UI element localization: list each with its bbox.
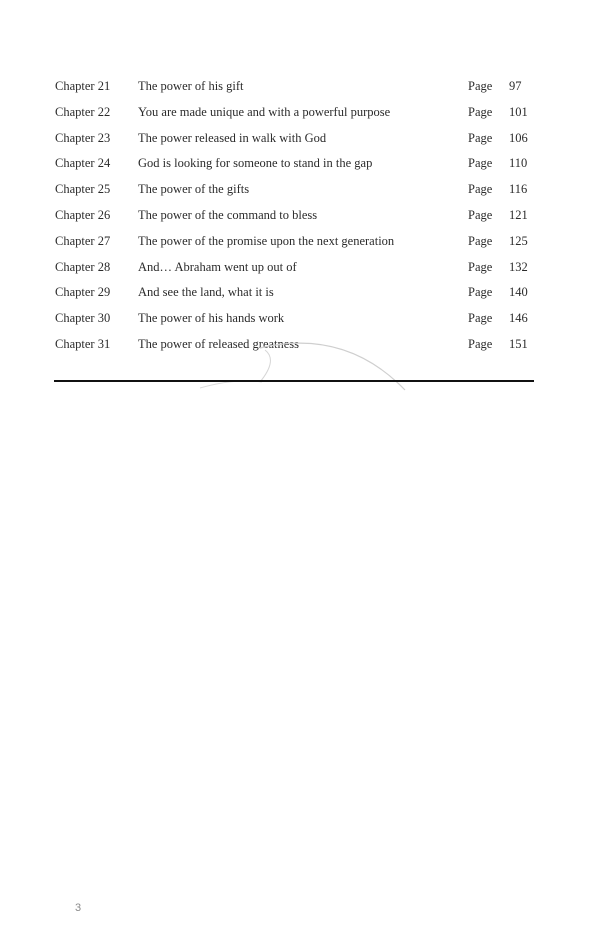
toc-row-28 [55,255,535,281]
toc-chapter-label: Chapter 28 [55,259,111,274]
toc-page-number: 116 [509,182,528,197]
toc-row-26 [55,203,535,229]
toc-page-word: Page [468,156,493,171]
toc-page-number: 125 [509,233,528,248]
toc-chapter-title: The power of his hands work [138,311,285,326]
toc-page-number: 106 [509,130,528,145]
toc-chapter-label: Chapter 23 [55,130,111,145]
toc-page-number: 146 [509,311,528,326]
toc-chapter-title: God is looking for someone to stand in the gap [138,156,373,171]
toc-chapter-label: Chapter 21 [55,79,111,93]
toc-chapter-label: Chapter 27 [55,233,111,248]
toc-row-27 [55,229,535,255]
toc-chapter-label: Chapter 29 [55,285,111,300]
toc-chapter-label: Chapter 24 [55,156,111,171]
toc-page-number: 132 [509,259,528,274]
toc-chapter-title: The power released in walk with God [138,130,327,145]
toc-row-30 [55,306,535,332]
toc-row-24 [55,151,535,177]
page-number: 3 [75,902,82,914]
toc-row-23 [55,126,535,152]
toc-page-word: Page [468,207,493,222]
watermark-graphic [190,330,420,400]
toc-chapter-title: And… Abraham went up out of [138,259,297,274]
toc-chapter-title: The power of the command to bless [138,207,318,222]
toc-page-word: Page [468,79,493,93]
toc-chapter-title: You are made unique and with a powerful purpose [138,104,391,119]
table-of-contents [55,74,535,358]
toc-page-number: 121 [509,207,528,222]
toc-chapter-label: Chapter 26 [55,207,111,222]
toc-chapter-title: The power of his gift [138,79,244,93]
toc-chapter-label: Chapter 30 [55,311,111,326]
toc-page-number: 101 [509,104,528,119]
toc-page-number: 97 [509,79,522,93]
toc-page-word: Page [468,311,493,326]
toc-page-number: 110 [509,156,528,171]
toc-chapter-title: The power of the gifts [138,182,250,197]
toc-chapter-label: Chapter 22 [55,104,111,119]
toc-page-word: Page [468,104,493,119]
toc-page-word: Page [468,182,493,197]
toc-row-25 [55,177,535,203]
toc-row-22 [55,100,535,126]
toc-row-21 [55,74,535,100]
toc-page-number: 151 [509,336,528,351]
toc-page-word: Page [468,233,493,248]
toc-chapter-label: Chapter 25 [55,182,111,197]
toc-page-number: 140 [509,285,528,300]
toc-page-word: Page [468,336,493,351]
toc-chapter-title: And see the land, what it is [138,285,274,300]
toc-chapter-title: The power of released greatness [138,336,300,351]
toc-page-word: Page [468,130,493,145]
toc-chapter-label: Chapter 31 [55,336,111,351]
toc-row-29 [55,280,535,306]
toc-chapter-title: The power of the promise upon the next generation [138,233,395,248]
section-divider-rule [54,380,534,382]
toc-page-word: Page [468,259,493,274]
toc-page-word: Page [468,285,493,300]
